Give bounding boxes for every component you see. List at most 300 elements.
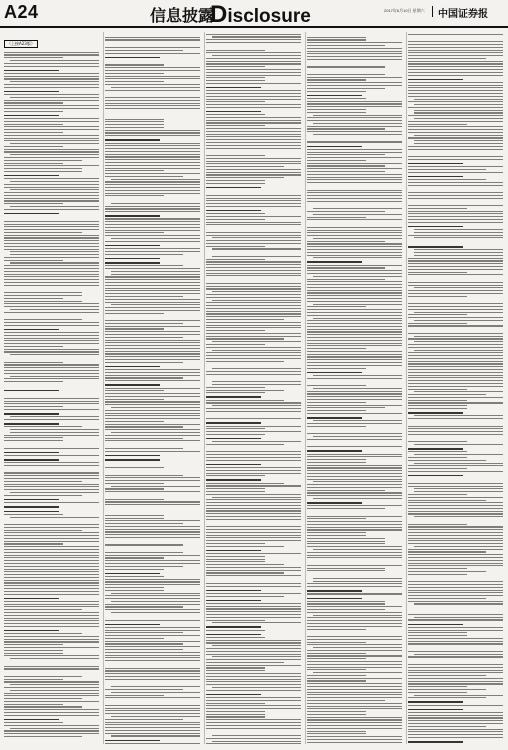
- text-line: [105, 552, 183, 553]
- text-line: [105, 705, 200, 706]
- text-line: [313, 549, 402, 550]
- text-line: [206, 570, 301, 571]
- text-line: [307, 230, 402, 231]
- text-line: [408, 584, 503, 585]
- text-line: [206, 297, 301, 298]
- text-line: [105, 606, 183, 607]
- text-line: [307, 334, 402, 335]
- text-line: [105, 168, 200, 169]
- text-line: [408, 314, 467, 315]
- page-header: [0, 0, 508, 28]
- paragraph-gap: [307, 204, 402, 207]
- text-line: [307, 243, 402, 244]
- text-line: [408, 737, 503, 738]
- paragraph-gap: [105, 682, 200, 685]
- text-line: [206, 163, 301, 164]
- text-line: [307, 393, 402, 394]
- text-line: [307, 201, 402, 202]
- text-line: [105, 130, 200, 131]
- text-line: [408, 61, 503, 62]
- text-line: [206, 213, 265, 214]
- text-line: [307, 658, 366, 659]
- text-line: [408, 369, 503, 370]
- text-line: [4, 163, 63, 164]
- text-line: [307, 456, 402, 457]
- text-line: [408, 434, 503, 435]
- text-line: [414, 118, 503, 119]
- text-line: [313, 436, 402, 437]
- text-line: [105, 67, 200, 68]
- text-line: [307, 109, 366, 110]
- text-line: [307, 508, 385, 509]
- text-line: [4, 524, 99, 525]
- text-line: [206, 705, 301, 706]
- text-line: [408, 375, 503, 376]
- text-line: [105, 377, 183, 378]
- text-line: [307, 211, 385, 212]
- text-line: [4, 563, 99, 564]
- text-line: [206, 61, 301, 62]
- text-line: [4, 582, 99, 583]
- text-line: [4, 187, 99, 188]
- text-line: [408, 274, 503, 275]
- text-line: [206, 637, 265, 638]
- text-line: [307, 697, 402, 698]
- header-divider: [432, 6, 433, 17]
- subheading-line: [408, 226, 463, 228]
- subheading-line: [4, 213, 59, 215]
- text-line: [313, 318, 402, 319]
- text-line: [307, 490, 385, 491]
- text-line: [105, 326, 200, 327]
- text-line: [313, 123, 402, 124]
- text-line: [414, 249, 503, 250]
- text-line: [4, 448, 99, 449]
- continued-from-tag: （上接A23版）: [4, 40, 38, 48]
- text-line: [105, 620, 200, 621]
- text-line: [206, 195, 301, 196]
- text-line: [105, 372, 200, 373]
- text-line: [408, 377, 503, 378]
- text-line: [307, 433, 402, 434]
- text-line: [408, 121, 503, 122]
- text-line: [206, 174, 301, 175]
- text-line: [307, 198, 402, 199]
- text-line: [10, 728, 99, 729]
- text-line: [105, 353, 200, 354]
- text-line: [408, 692, 467, 693]
- text-line: [206, 259, 265, 260]
- text-line: [307, 546, 402, 547]
- text-line: [105, 584, 200, 585]
- text-line: [4, 332, 99, 333]
- text-line: [307, 79, 366, 80]
- text-line: [206, 198, 301, 199]
- text-line: [111, 612, 200, 613]
- text-line: [307, 694, 402, 695]
- text-line: [307, 343, 402, 344]
- text-line: [408, 532, 503, 533]
- subheading-line: [105, 455, 160, 457]
- text-line: [10, 416, 99, 417]
- text-line: [206, 620, 265, 621]
- text-line: [307, 680, 366, 681]
- text-line: [408, 169, 486, 170]
- text-line: [105, 477, 200, 478]
- text-line: [206, 743, 301, 744]
- text-line: [105, 100, 200, 101]
- text-line: [307, 365, 402, 366]
- text-line: [307, 703, 402, 704]
- text-line: [105, 399, 164, 400]
- text-line: [105, 544, 183, 545]
- text-line: [307, 281, 402, 282]
- text-line: [4, 620, 99, 621]
- text-line: [111, 593, 200, 594]
- text-line: [408, 729, 503, 730]
- subheading-line: [206, 626, 261, 628]
- text-line: [206, 575, 301, 576]
- text-line: [4, 63, 99, 64]
- text-line: [4, 165, 99, 166]
- text-line: [4, 235, 99, 236]
- text-line: [4, 557, 99, 558]
- text-line: [105, 467, 164, 468]
- text-line: [313, 388, 402, 389]
- text-line: [206, 52, 301, 53]
- text-line: [408, 55, 503, 56]
- text-line: [4, 641, 99, 642]
- text-line: [4, 200, 99, 201]
- text-line: [313, 375, 402, 376]
- text-line: [105, 390, 164, 391]
- text-line: [206, 336, 301, 337]
- text-line: [105, 211, 200, 212]
- text-line: [4, 149, 99, 150]
- text-line: [111, 238, 200, 239]
- text-line: [307, 351, 402, 352]
- text-line: [111, 179, 200, 180]
- text-line: [206, 161, 301, 162]
- paragraph-gap: [408, 277, 503, 280]
- text-line: [307, 446, 402, 447]
- paragraph-gap: [105, 540, 200, 543]
- text-line: [105, 646, 200, 647]
- text-line: [408, 361, 503, 362]
- text-line: [206, 556, 265, 557]
- text-line: [408, 565, 503, 566]
- subheading-line: [4, 630, 59, 632]
- subheading-line: [105, 624, 160, 626]
- text-line: [408, 595, 503, 596]
- text-line: [206, 697, 301, 698]
- text-column-1: [4, 32, 99, 744]
- text-line: [105, 727, 200, 728]
- text-line: [414, 287, 503, 288]
- text-line: [206, 630, 265, 631]
- text-line: [206, 319, 284, 320]
- text-line: [408, 689, 486, 690]
- text-line: [307, 689, 402, 690]
- text-line: [4, 221, 99, 222]
- text-line: [206, 659, 301, 660]
- text-line: [206, 77, 265, 78]
- paragraph-gap: [4, 468, 99, 471]
- text-line: [408, 581, 503, 582]
- text-line: [307, 407, 385, 408]
- text-line: [206, 66, 265, 67]
- text-line: [10, 354, 99, 355]
- text-line: [408, 549, 503, 550]
- text-line: [206, 546, 284, 547]
- text-line: [408, 34, 503, 35]
- text-line: [408, 124, 467, 125]
- subheading-line: [105, 384, 160, 386]
- text-line: [4, 636, 99, 637]
- text-line: [206, 283, 301, 284]
- subheading-line: [408, 741, 463, 743]
- subheading-line: [206, 550, 261, 552]
- text-line: [307, 309, 402, 310]
- text-line: [4, 601, 99, 602]
- text-line: [4, 401, 99, 402]
- text-line: [307, 59, 402, 60]
- paragraph-gap: [105, 663, 200, 666]
- text-line: [307, 74, 385, 75]
- text-line: [408, 52, 503, 53]
- text-line: [4, 265, 99, 266]
- text-line: [206, 654, 301, 655]
- text-line: [105, 342, 200, 343]
- text-line: [212, 300, 301, 301]
- text-line: [408, 101, 503, 102]
- section-title: 信息披露: [150, 6, 215, 25]
- text-line: [408, 402, 503, 403]
- text-line: [408, 266, 503, 267]
- paragraph-gap: [408, 659, 503, 662]
- text-line: [206, 80, 265, 81]
- text-line: [4, 626, 99, 627]
- text-line: [414, 488, 503, 489]
- text-line: [4, 346, 63, 347]
- text-line: [307, 345, 402, 346]
- text-line: [105, 518, 164, 519]
- text-line: [408, 483, 503, 484]
- text-line: [307, 195, 402, 196]
- text-line: [408, 638, 503, 639]
- text-line: [408, 715, 503, 716]
- text-line: [408, 146, 503, 147]
- text-line: [105, 331, 200, 332]
- text-line: [408, 166, 503, 167]
- text-line: [105, 609, 200, 610]
- text-line: [307, 620, 402, 621]
- text-line: [414, 695, 503, 696]
- text-line: [307, 686, 402, 687]
- text-line: [105, 537, 200, 538]
- text-line: [4, 340, 99, 341]
- text-line: [307, 232, 402, 233]
- text-line: [307, 664, 402, 665]
- text-line: [206, 42, 301, 43]
- text-line: [105, 515, 164, 516]
- paragraph-gap: [206, 45, 301, 48]
- text-line: [105, 105, 200, 106]
- text-line: [206, 708, 301, 709]
- text-line: [105, 176, 183, 177]
- subheading-line: [4, 175, 59, 177]
- text-line: [105, 268, 200, 269]
- paragraph-gap: [307, 69, 402, 72]
- paragraph-gap: [4, 384, 99, 387]
- text-line: [313, 615, 402, 616]
- text-line: [4, 184, 99, 185]
- text-line: [4, 306, 99, 307]
- text-line: [313, 647, 402, 648]
- text-line: [408, 664, 503, 665]
- text-line: [307, 91, 366, 92]
- text-line: [105, 526, 200, 527]
- text-line: [105, 248, 200, 249]
- text-line: [10, 154, 99, 155]
- text-line: [105, 415, 200, 416]
- text-line: [206, 222, 301, 223]
- text-line: [307, 524, 402, 525]
- text-line: [105, 713, 200, 714]
- text-line: [105, 598, 200, 599]
- subheading-line: [307, 598, 362, 600]
- text-line: [307, 385, 366, 386]
- text-line: [105, 132, 200, 133]
- text-line: [408, 551, 486, 552]
- text-line: [4, 276, 99, 277]
- text-line: [408, 497, 503, 498]
- paragraph-gap: [105, 42, 200, 45]
- paragraph-gap: [105, 114, 200, 117]
- text-line: [408, 333, 503, 334]
- text-line: [4, 224, 99, 225]
- paragraph-gap: [206, 227, 301, 230]
- text-line: [307, 378, 402, 379]
- text-line: [408, 554, 503, 555]
- subheading-line: [4, 506, 59, 508]
- text-line: [206, 330, 265, 331]
- subheading-line: [4, 719, 59, 721]
- text-line: [408, 598, 486, 599]
- text-line: [307, 678, 402, 679]
- text-line: [105, 119, 164, 120]
- text-line: [307, 103, 402, 104]
- subheading-line: [408, 79, 463, 81]
- text-line: [307, 667, 402, 668]
- text-line: [4, 209, 99, 210]
- text-line: [105, 165, 200, 166]
- text-line: [105, 410, 200, 411]
- text-line: [408, 47, 503, 48]
- text-line: [307, 391, 402, 392]
- text-line: [206, 488, 265, 489]
- subheading-line: [4, 423, 59, 425]
- text-line: [105, 193, 200, 194]
- text-line: [4, 650, 63, 651]
- page-number: A24: [4, 2, 39, 22]
- text-line: [206, 145, 301, 146]
- text-line: [105, 475, 183, 476]
- text-line: [206, 246, 265, 247]
- text-line: [307, 312, 402, 313]
- paragraph-gap: [105, 443, 200, 446]
- text-line: [105, 37, 200, 38]
- text-line: [414, 135, 503, 136]
- subheading-line: [105, 245, 160, 247]
- text-line: [4, 243, 99, 244]
- text-line: [10, 432, 99, 433]
- text-line: [105, 320, 200, 321]
- text-line: [307, 714, 366, 715]
- text-line: [206, 454, 301, 455]
- text-line: [408, 500, 486, 501]
- text-line: [105, 501, 200, 502]
- text-line: [4, 612, 99, 613]
- text-line: [4, 249, 99, 250]
- text-line: [408, 263, 503, 264]
- text-line: [307, 290, 402, 291]
- text-line: [408, 431, 503, 432]
- text-line: [408, 601, 503, 602]
- text-line: [4, 571, 99, 572]
- text-line: [307, 717, 402, 718]
- text-line: [105, 569, 164, 570]
- text-line: [307, 708, 402, 709]
- text-line: [408, 85, 503, 86]
- text-line: [4, 370, 99, 371]
- text-line: [105, 520, 200, 521]
- text-line: [4, 693, 99, 694]
- text-line: [307, 467, 402, 468]
- text-line: [4, 676, 82, 677]
- text-line: [307, 320, 402, 321]
- text-line: [307, 192, 402, 193]
- text-line: [313, 481, 402, 482]
- text-line: [307, 565, 402, 566]
- text-line: [206, 617, 301, 618]
- text-line: [408, 686, 467, 687]
- text-line: [10, 309, 99, 310]
- text-line: [111, 304, 200, 305]
- text-line: [307, 532, 366, 533]
- text-line: [105, 676, 200, 677]
- text-line: [10, 690, 99, 691]
- text-line: [408, 366, 503, 367]
- text-line: [313, 238, 402, 239]
- text-line: [408, 44, 503, 45]
- text-line: [105, 328, 164, 329]
- text-line: [4, 178, 99, 179]
- text-line: [105, 649, 183, 650]
- text-line: [307, 120, 402, 121]
- text-line: [307, 725, 402, 726]
- text-line: [307, 182, 402, 183]
- text-line: [105, 641, 200, 642]
- text-line: [105, 50, 183, 51]
- text-line: [414, 491, 503, 492]
- text-line: [307, 249, 402, 250]
- text-line: [4, 437, 63, 438]
- subheading-line: [206, 600, 261, 602]
- text-line: [307, 154, 385, 155]
- text-line: [307, 626, 402, 627]
- text-line: [105, 413, 200, 414]
